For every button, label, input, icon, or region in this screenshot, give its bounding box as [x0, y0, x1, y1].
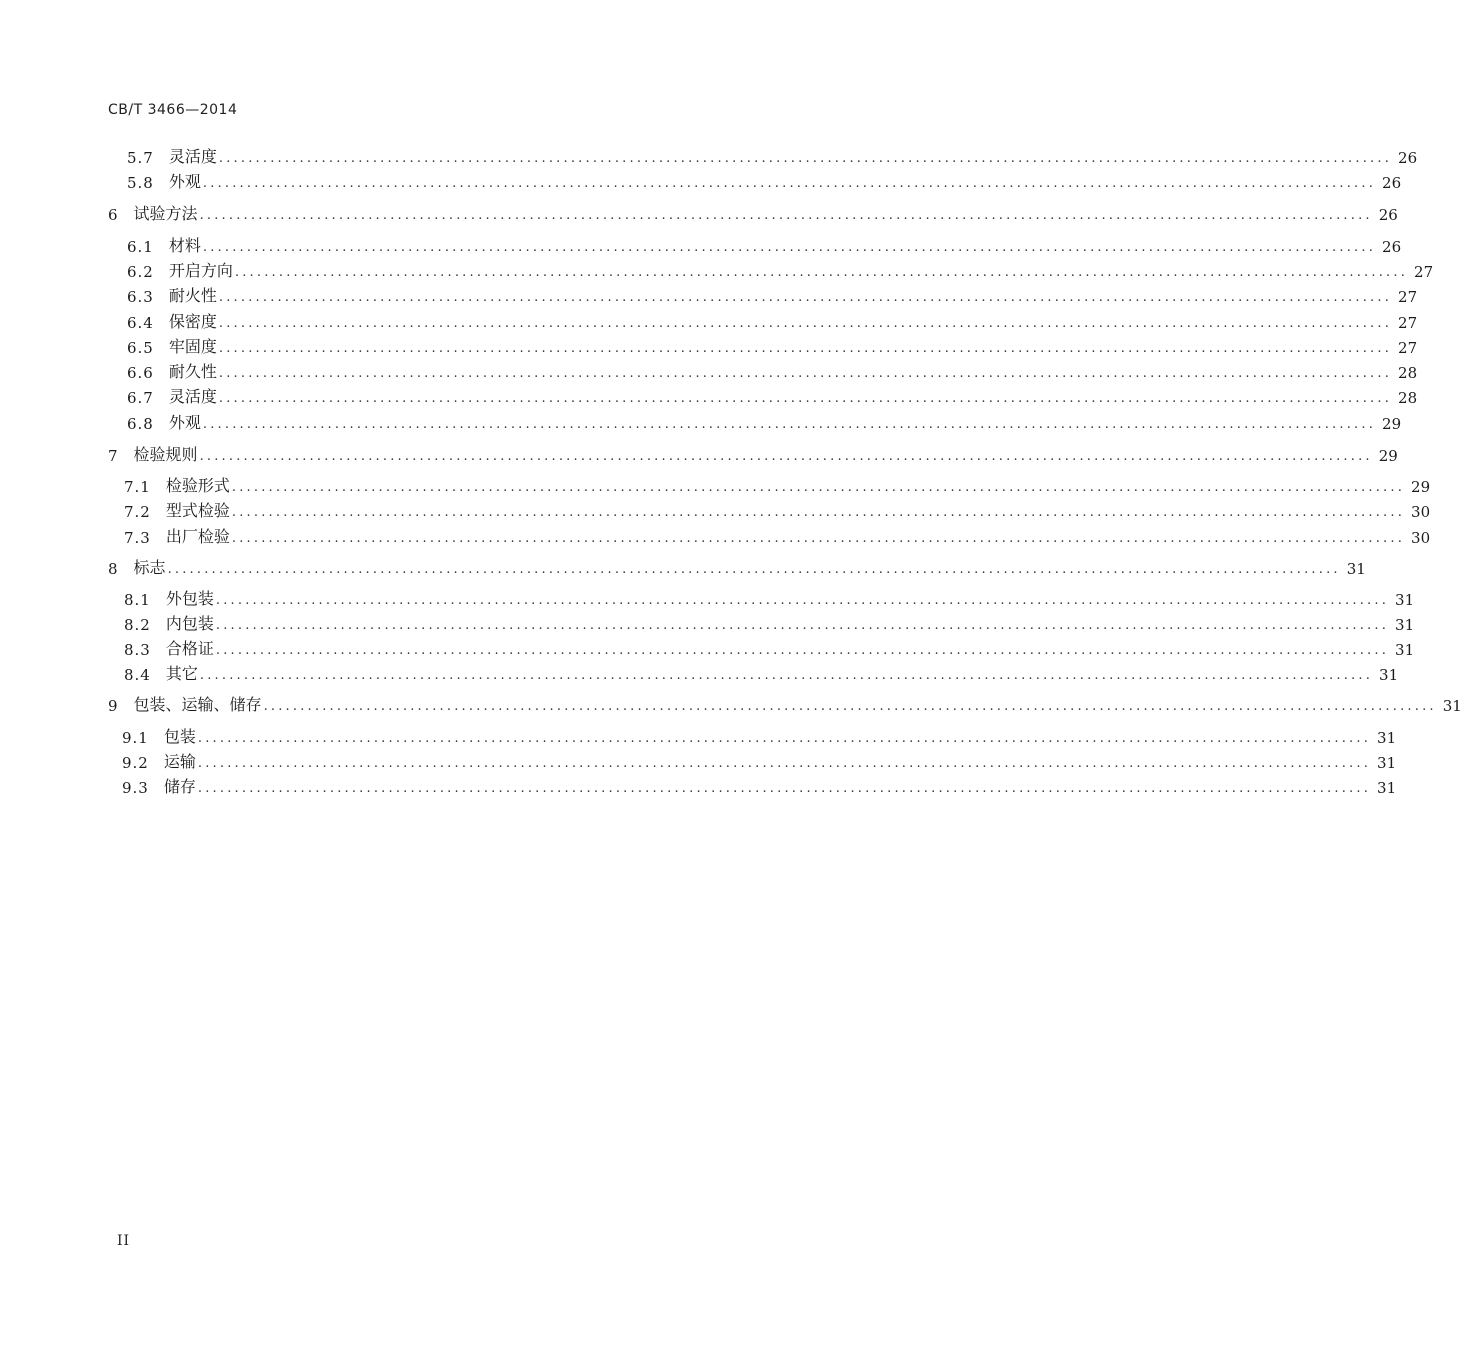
toc-entry-number: 7: [108, 447, 119, 465]
dot-leader: ................................................................................................................................................................: [218, 290, 1393, 305]
toc-entry[interactable]: [124, 637, 1415, 659]
dot-leader: ................................................................................................................................................................: [197, 731, 1372, 746]
toc-entry[interactable]: [127, 360, 1418, 382]
dot-leader: ................................................................................................................................................................: [231, 531, 1406, 546]
toc-entry-page: 28: [1398, 364, 1418, 382]
dot-leader: ................................................................................................................................................................: [199, 668, 1374, 683]
toc-entry-title: 合格证: [165, 639, 214, 658]
toc-entry-page: 31: [1442, 697, 1462, 715]
dot-leader: ................................................................................................................................................................: [218, 316, 1393, 331]
toc-entry[interactable]: [127, 310, 1418, 332]
toc-entry-number: 7.3: [124, 529, 151, 547]
toc-entry[interactable]: [122, 725, 1397, 747]
toc-entry-title: 型式检验: [165, 501, 230, 520]
toc-entry[interactable]: [127, 259, 1434, 281]
dot-leader: ................................................................................................................................................................: [215, 643, 1390, 658]
dot-leader: ................................................................................................................................................................: [263, 699, 1437, 714]
dot-leader: ................................................................................................................................................................: [218, 151, 1393, 166]
toc-entry[interactable]: [127, 385, 1418, 407]
toc-entry[interactable]: [127, 145, 1418, 167]
toc-entry-number: 8.4: [124, 666, 151, 684]
toc-entry-number: 6.3: [127, 288, 154, 306]
toc-entry-page: 31: [1379, 666, 1399, 684]
toc-entry-number: 6.1: [127, 238, 154, 256]
toc-entry-page: 28: [1398, 389, 1418, 407]
toc-entry[interactable]: [124, 474, 1431, 496]
toc-entry-page: 27: [1398, 339, 1418, 357]
toc-entry-number: 8.1: [124, 591, 151, 609]
toc-entry-page: 31: [1377, 754, 1397, 772]
toc-entry-title: 外观: [168, 172, 201, 191]
toc-entry-page: 31: [1395, 616, 1415, 634]
toc-entry-title: 检验规则: [133, 445, 198, 464]
dot-leader: ................................................................................................................................................................: [218, 366, 1393, 381]
toc-entry[interactable]: [127, 335, 1418, 357]
toc-entry-number: 8.3: [124, 641, 151, 659]
toc-entry-page: 30: [1411, 529, 1431, 547]
toc-entry[interactable]: [127, 234, 1402, 256]
toc-entry-page: 29: [1411, 478, 1431, 496]
dot-leader: ................................................................................................................................................................: [199, 449, 1373, 464]
toc-entry-number: 6.5: [127, 339, 154, 357]
toc-entry-page: 30: [1411, 503, 1431, 521]
dot-leader: ................................................................................................................................................................: [197, 756, 1372, 771]
toc-entry-page: 26: [1382, 238, 1402, 256]
toc-entry-title: 牢固度: [168, 337, 217, 356]
toc-entry-page: 26: [1378, 206, 1398, 224]
toc-entry-page: 29: [1382, 415, 1402, 433]
toc-entry-title: 运输: [163, 752, 196, 771]
dot-leader: ................................................................................................................................................................: [218, 341, 1393, 356]
toc-entry-number: 8.2: [124, 616, 151, 634]
toc-entry[interactable]: [108, 202, 1398, 224]
dot-leader: ................................................................................................................................................................: [231, 505, 1406, 520]
toc-entry-number: 6.6: [127, 364, 154, 382]
toc-entry-title: 耐久性: [168, 362, 217, 381]
dot-leader: ................................................................................................................................................................: [234, 265, 1409, 280]
dot-leader: ................................................................................................................................................................: [215, 593, 1390, 608]
toc-entry-number: 5.8: [127, 174, 154, 192]
dot-leader: ................................................................................................................................................................: [202, 240, 1377, 255]
toc-entry-number: 6.7: [127, 389, 154, 407]
toc-entry-number: 7.1: [124, 478, 151, 496]
toc-entry-page: 26: [1398, 149, 1418, 167]
toc-entry[interactable]: [127, 284, 1418, 306]
toc-entry-page: 27: [1414, 263, 1434, 281]
toc-entry-page: 27: [1398, 314, 1418, 332]
toc-entry-number: 7.2: [124, 503, 151, 521]
toc-entry-page: 31: [1395, 591, 1415, 609]
toc-entry-title: 其它: [165, 664, 198, 683]
toc-entry-title: 保密度: [168, 312, 217, 331]
toc-entry[interactable]: [122, 775, 1397, 797]
toc-entry-number: 6: [108, 206, 119, 224]
dot-leader: ................................................................................................................................................................: [215, 618, 1390, 633]
dot-leader: ................................................................................................................................................................: [231, 480, 1406, 495]
toc-entry-title: 标志: [133, 558, 166, 577]
toc-entry-number: 9.2: [122, 754, 149, 772]
standard-code: CB/T 3466—2014: [108, 102, 238, 118]
toc-entry-title: 耐火性: [168, 286, 217, 305]
toc-entry-page: 31: [1395, 641, 1415, 659]
toc-entry-title: 外观: [168, 413, 201, 432]
toc-entry-number: 6.2: [127, 263, 154, 281]
dot-leader: ................................................................................................................................................................: [199, 208, 1373, 223]
toc-entry-page: 26: [1382, 174, 1402, 192]
toc-entry-title: 外包装: [165, 589, 214, 608]
toc-entry-title: 试验方法: [133, 204, 198, 223]
toc-entry[interactable]: [127, 411, 1402, 433]
toc-entry[interactable]: [108, 556, 1366, 578]
toc-entry-title: 出厂检验: [165, 527, 230, 546]
toc-entry-title: 灵活度: [168, 147, 217, 166]
toc-entry-number: 6.8: [127, 415, 154, 433]
toc-entry-number: 5.7: [127, 149, 154, 167]
toc-entry[interactable]: [122, 750, 1397, 772]
toc-entry-number: 9.1: [122, 729, 149, 747]
dot-leader: ................................................................................................................................................................: [218, 391, 1393, 406]
toc-entry[interactable]: [124, 499, 1431, 521]
toc-entry-page: 31: [1377, 729, 1397, 747]
toc-entry-title: 包装: [163, 727, 196, 746]
dot-leader: ................................................................................................................................................................: [202, 176, 1377, 191]
toc-entry[interactable]: [124, 587, 1415, 609]
toc-entry[interactable]: [124, 525, 1431, 547]
toc-entry-title: 内包装: [165, 614, 214, 633]
toc-entry-page: 29: [1378, 447, 1398, 465]
toc-entry-title: 灵活度: [168, 387, 217, 406]
dot-leader: ................................................................................................................................................................: [197, 781, 1372, 796]
page-number: II: [117, 1233, 131, 1249]
toc-entry-title: 包装、运输、储存: [133, 695, 262, 714]
toc-entry-title: 材料: [168, 236, 201, 255]
dot-leader: ................................................................................................................................................................: [202, 417, 1377, 432]
toc-entry-title: 开启方向: [168, 261, 233, 280]
toc-entry-page: 31: [1346, 560, 1366, 578]
toc-entry-title: 储存: [163, 777, 196, 796]
toc-entry-page: 31: [1377, 779, 1397, 797]
dot-leader: ................................................................................................................................................................: [167, 562, 1341, 577]
toc-entry-page: 27: [1398, 288, 1418, 306]
toc-entry-number: 9.3: [122, 779, 149, 797]
toc-entry[interactable]: [124, 662, 1399, 684]
toc-entry[interactable]: [108, 443, 1398, 465]
toc-entry-number: 8: [108, 560, 119, 578]
toc-entry-number: 9: [108, 697, 119, 715]
toc-entry-number: 6.4: [127, 314, 154, 332]
toc-entry[interactable]: [108, 693, 1462, 715]
toc-entry-title: 检验形式: [165, 476, 230, 495]
toc-entry[interactable]: [127, 170, 1402, 192]
toc-entry[interactable]: [124, 612, 1415, 634]
